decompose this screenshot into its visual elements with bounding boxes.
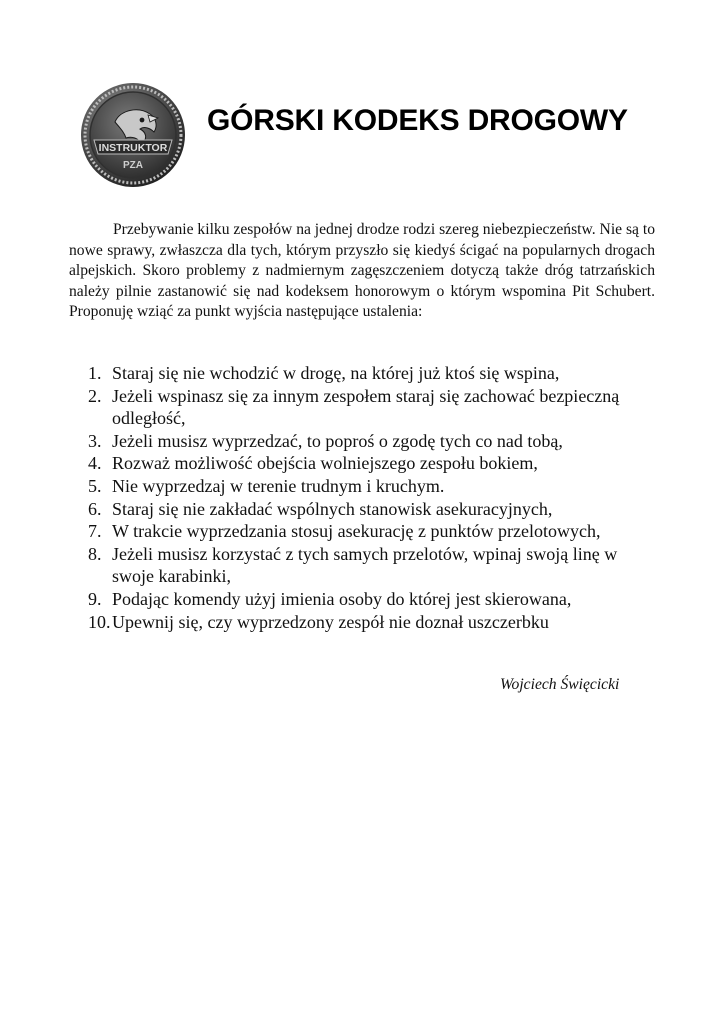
list-item — [88, 385, 663, 430]
author-signature: Wojciech Święcicki — [500, 676, 620, 693]
rule-number: 8. — [88, 543, 102, 564]
list-item — [88, 430, 663, 453]
intro-paragraph: Przebywanie kilku zespołów na jednej drodze rodzi szereg niebezpieczeństw. Nie są to nowe sprawy, zwłaszcza dla tych, którym przyszło się kiedyś ścigać na popularnych drogach alpejskich. Skoro problemy z nadmiernym zagęszczeniem dotyczą także dróg tatrzańskich należy pilnie zastanowić się nad kodeksem honorowym o którym wspomina Pit Schubert. Proponuję wziąć za punkt wyjścia następujące ustalenia: — [69, 221, 655, 320]
badge-text-bottom: PZA — [123, 160, 143, 171]
rule-number: 9. — [88, 588, 102, 609]
rule-text: Jeżeli musisz korzystać z tych samych przelotów, wpinaj swoją linę w swoje karabinki, — [112, 543, 618, 587]
rule-text: Jeżeli wspinasz się za innym zespołem staraj się zachować bezpieczną odległość, — [112, 385, 620, 429]
rule-number: 7. — [88, 521, 102, 542]
list-item — [88, 362, 663, 385]
rule-text: Nie wyprzedzaj w terenie trudnym i kruchym. — [112, 475, 445, 496]
list-item — [88, 611, 663, 634]
list-item — [88, 452, 663, 475]
rule-text: Jeżeli musisz wyprzedzać, to poproś o zgodę tych co nad tobą, — [112, 430, 563, 451]
rule-text: Staraj się nie wchodzić w drogę, na której już ktoś się wspina, — [112, 363, 560, 383]
page-title: GÓRSKI KODEKS DROGOWY — [207, 104, 628, 137]
list-item — [88, 588, 663, 611]
rule-number: 2. — [88, 385, 102, 406]
list-item — [88, 543, 663, 588]
rule-number: 6. — [88, 498, 102, 519]
instruktor-pza-badge — [80, 82, 186, 188]
rule-number: 4. — [88, 453, 102, 474]
rules-list — [88, 362, 663, 633]
rule-text: Staraj się nie zakładać wspólnych stanowisk asekuracyjnych, — [112, 498, 553, 519]
rule-text: Podając komendy użyj imienia osoby do której jest skierowana, — [112, 588, 572, 609]
rule-text: Rozważ możliwość obejścia wolniejszego zespołu bokiem, — [112, 453, 538, 474]
rule-number: 10. — [88, 611, 111, 632]
list-item — [88, 498, 663, 521]
rule-number: 3. — [88, 430, 102, 451]
list-item — [88, 475, 663, 498]
rule-text: Upewnij się, czy wyprzedzony zespół nie doznał uszczerbku — [112, 611, 549, 632]
list-item — [88, 520, 663, 543]
rule-number: 1. — [88, 363, 102, 383]
rule-number: 5. — [88, 475, 102, 496]
rule-text: W trakcie wyprzedzania stosuj asekurację z punktów przelotowych, — [112, 521, 601, 542]
badge-text-top: INSTRUKTOR — [98, 142, 168, 154]
